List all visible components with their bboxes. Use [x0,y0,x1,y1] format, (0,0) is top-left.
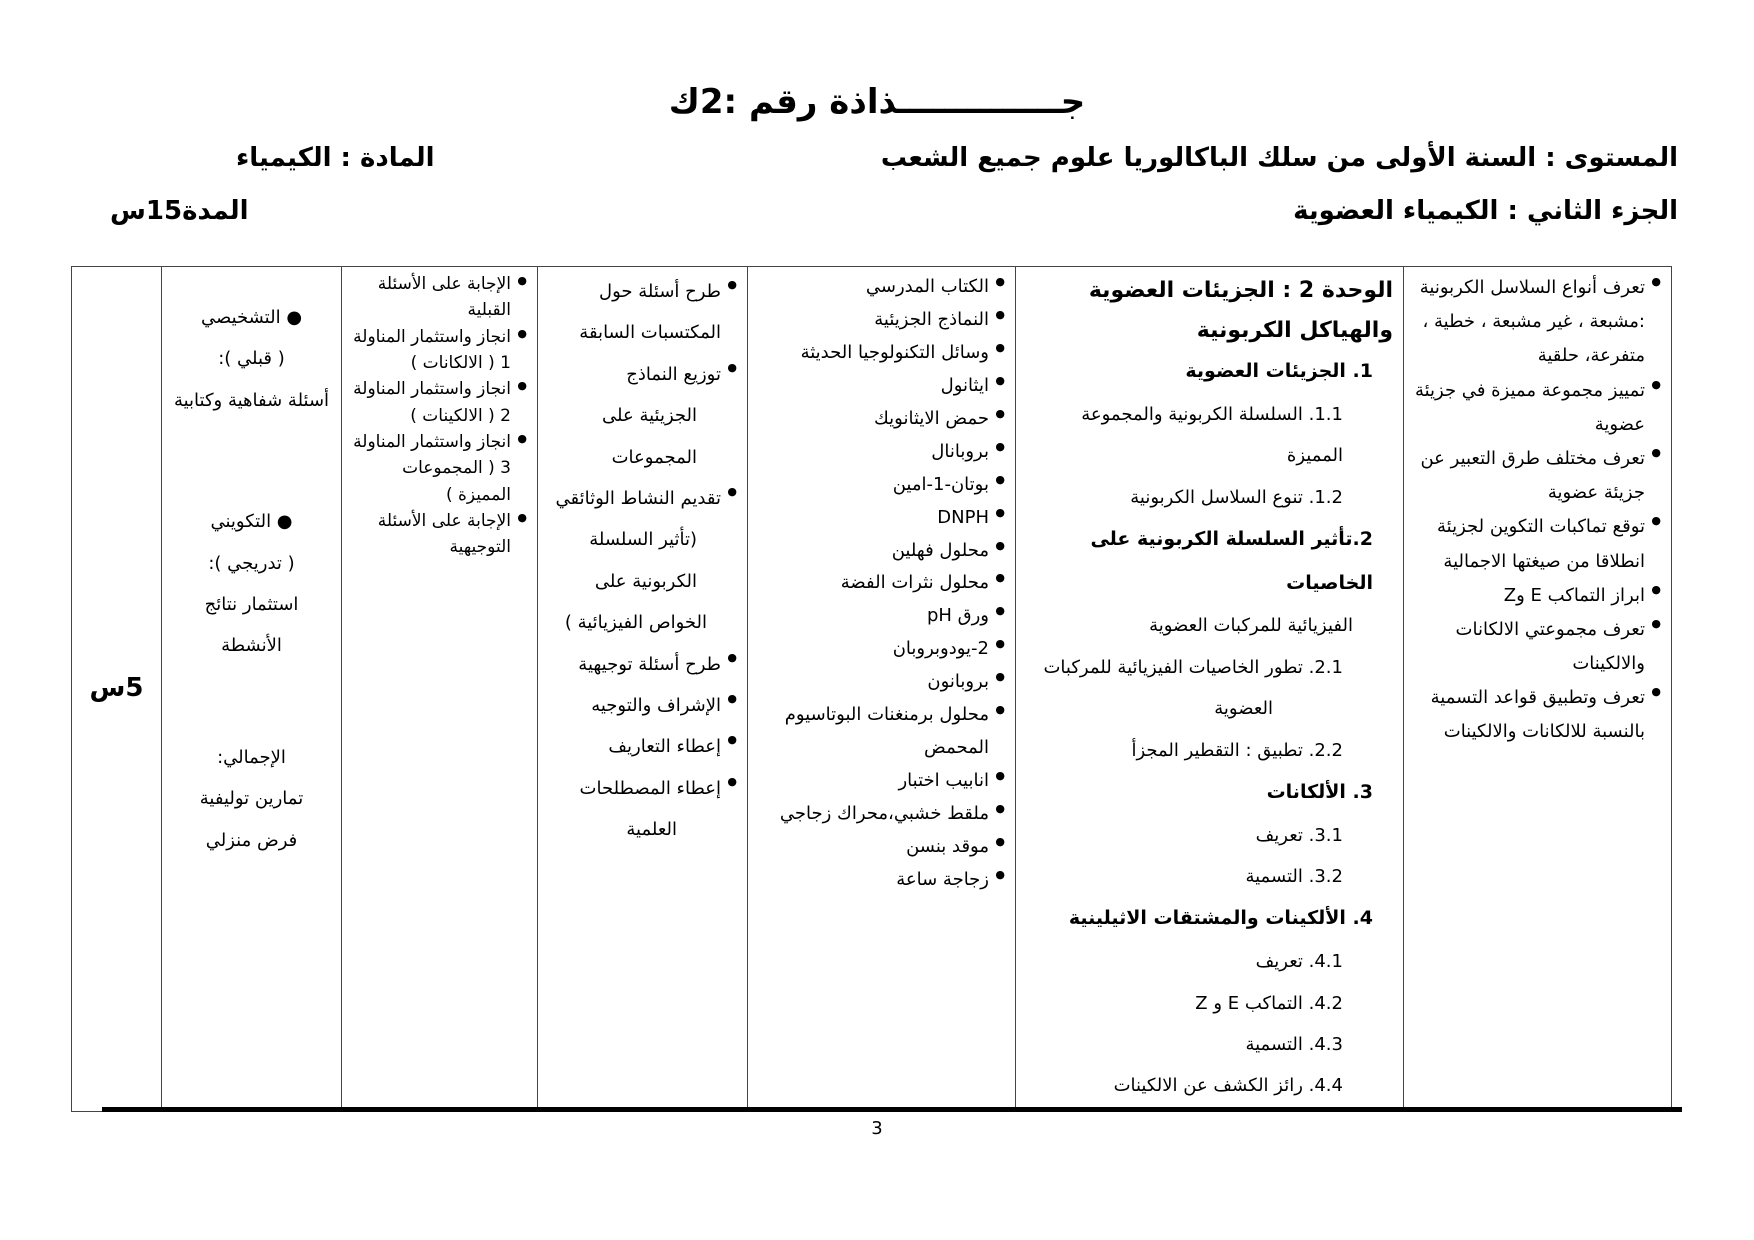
subsection: 3.1. تعريف [1255,824,1343,846]
content-cell [1016,267,1404,1112]
section-heading: 4. الألكينات والمشتقات الاثيلينية [1068,907,1373,930]
part-label: الجزء الثاني : الكيمياء العضوية [1293,196,1678,226]
subsection: 4.1. تعريف [1255,951,1343,973]
list-item: ● تعرف مختلف طرق التعبير عن جزيئة عضوية [1414,442,1661,510]
subsection: 4.3. التسمية [1245,1033,1343,1055]
subsection: 2.2. تطبيق : التقطير المجزأ [1131,739,1343,761]
evaluation-diagnostic: ● التشخيصي [200,307,303,328]
list-item: ● موقد بنسن [758,831,1005,864]
list-item-cont: الخواص الفيزيائية ) [564,612,707,634]
list-item-cont: (تأثير السلسلة [589,529,697,551]
section-heading: 1. الجزيئات العضوية [1185,360,1373,383]
list-item: ● تعرف وتطبيق قواعد التسمية بالنسبة للالكانات والالكينات [1414,681,1661,749]
list-item: ● محلول فهلين [758,535,1005,568]
subsection: 1.2. تنوع السلاسل الكربونية [1130,486,1343,508]
materials-cell [748,267,1016,1112]
page-number: 3 [871,1118,883,1139]
list-item: ● محلول برمنغنات البوتاسيوم المحمض [758,699,1005,765]
subsection: 2.1. تطور الخاصيات الفيزيائية للمركبات [1043,656,1343,678]
list-item: ● تعرف أنواع السلاسل الكربونية :مشبعة ، غير مشبعة ، خطية ، متفرعة، حلقية [1414,271,1661,374]
objectives-cell [1404,267,1672,1112]
list-item-cont: المجموعات [611,446,697,468]
unit-title: الوحدة 2 : الجزيئات العضوية [1088,278,1393,303]
learner-activities-cell [342,267,538,1112]
list-item: ● الإشراف والتوجيه [548,685,737,726]
subsection: 3.2. التسمية [1245,866,1343,888]
teacher-activities-list [548,271,737,850]
sheet-title: جــــــــــــــذاذة رقم :2ك [668,82,1086,122]
footer-rule [102,1107,1682,1112]
list-item: ● انجاز واستثمار المناولة 1 ( الالكانات ) [352,324,527,377]
list-item: ● إعطاء التعاريف [548,726,737,767]
list-item-cont: الجزيئية على [602,405,697,427]
evaluation-cell [162,267,342,1112]
list-item: ● إعطاء المصطلحات [548,768,737,809]
list-item: ● طرح أسئلة توجيهية [548,644,737,685]
list-item: ● ايثانول [758,370,1005,403]
list-item-cont: المكتسبات السابقة [579,322,721,344]
list-item: ● بروبانال [758,436,1005,469]
section-heading: 2.تأثير السلسلة الكربونية على الخاصيات [1090,528,1373,594]
list-item: ● الإجابة على الأسئلة التوجيهية [352,508,527,561]
evaluation-formative-desc: الأنشطة [221,635,282,657]
evaluation-diagnostic-desc: أسئلة شفاهية وكتابية [173,389,330,411]
list-item: ● بروبانون [758,666,1005,699]
objectives-list [1414,271,1661,750]
evaluation-formative-type: ( تدريجي ): [208,552,295,574]
list-item: ● وسائل التكنولوجيا الحديثة [758,337,1005,370]
list-item: ● تمييز مجموعة مميزة في جزيئة عضوية [1414,374,1661,442]
learner-activities-list [352,271,527,561]
list-item: ● DNPH [758,502,1005,535]
list-item: ● تعرف مجموعتي الالكانات والالكينات [1414,613,1661,681]
list-item: ● انجاز واستثمار المناولة 3 ( المجموعات المميزة ) [352,429,527,508]
evaluation-summative-desc: فرض منزلي [205,829,298,851]
evaluation-summative: الإجمالي: [217,746,286,768]
evaluation-formative: ● التكويني [210,511,293,533]
list-item: ● النماذج الجزيئية [758,304,1005,337]
list-item: ● انجاز واستثمار المناولة 2 ( الالكينات ) [352,376,527,429]
list-item: ● حمض الايثانويك [758,403,1005,436]
list-item: ● ملقط خشبي،محراك زجاجي [758,798,1005,831]
time-value: 5س [89,673,144,704]
duration-label: المدة15س [110,196,249,226]
evaluation-summative-desc: تمارين توليفية [199,788,304,810]
evaluation-diagnostic-type: ( قبلي ): [218,348,285,370]
list-item: ● محلول نثرات الفضة [758,567,1005,600]
evaluation-formative-desc: استثمار نتائج [204,593,299,615]
list-item: ● 2-يودوبروبان [758,633,1005,666]
lesson-plan-table [71,266,1672,1112]
subsection: 1.1. السلسلة الكربونية والمجموعة المميزة [1081,403,1343,467]
subsection: 4.4. رائز الكشف عن الالكينات [1113,1075,1343,1097]
list-item: ● الإجابة على الأسئلة القبلية [352,271,527,324]
time-cell [72,267,162,1112]
list-item: ● ابراز التماكب E وZ [1414,579,1661,613]
list-item: ● انابيب اختبار [758,765,1005,798]
list-item-cont: العلمية [626,819,677,841]
list-item: ● ورق pH [758,600,1005,633]
table-row [72,267,1672,1112]
list-item-cont: الكربونية على [594,570,697,592]
list-item: ● الكتاب المدرسي [758,271,1005,304]
section-heading-cont: الفيزيائية للمركبات العضوية [1149,615,1353,637]
list-item: ● بوتان-1-امين [758,469,1005,502]
list-item: ● زجاجة ساعة [758,864,1005,897]
list-item: ● تقديم النشاط الوثائقي [548,478,737,519]
list-item: ● توقع تماكبات التكوين لجزيئة انطلاقا من صيغتها الاجمالية [1414,510,1661,578]
subject-label: المادة : الكيمياء [236,143,435,173]
level-label: المستوى : السنة الأولى من سلك الباكالوريا علوم جميع الشعب [880,143,1678,173]
list-item: ● طرح أسئلة حول [548,271,737,312]
subsection: 4.2. التماكب E و Z [1195,992,1343,1014]
subsection-cont: العضوية [1214,698,1273,720]
unit-title-cont: والهياكل الكربونية [1196,317,1393,343]
section-heading: 3. الألكانات [1266,780,1373,803]
teacher-activities-cell [538,267,748,1112]
materials-list [758,271,1005,897]
list-item: ● توزيع النماذج [548,354,737,395]
